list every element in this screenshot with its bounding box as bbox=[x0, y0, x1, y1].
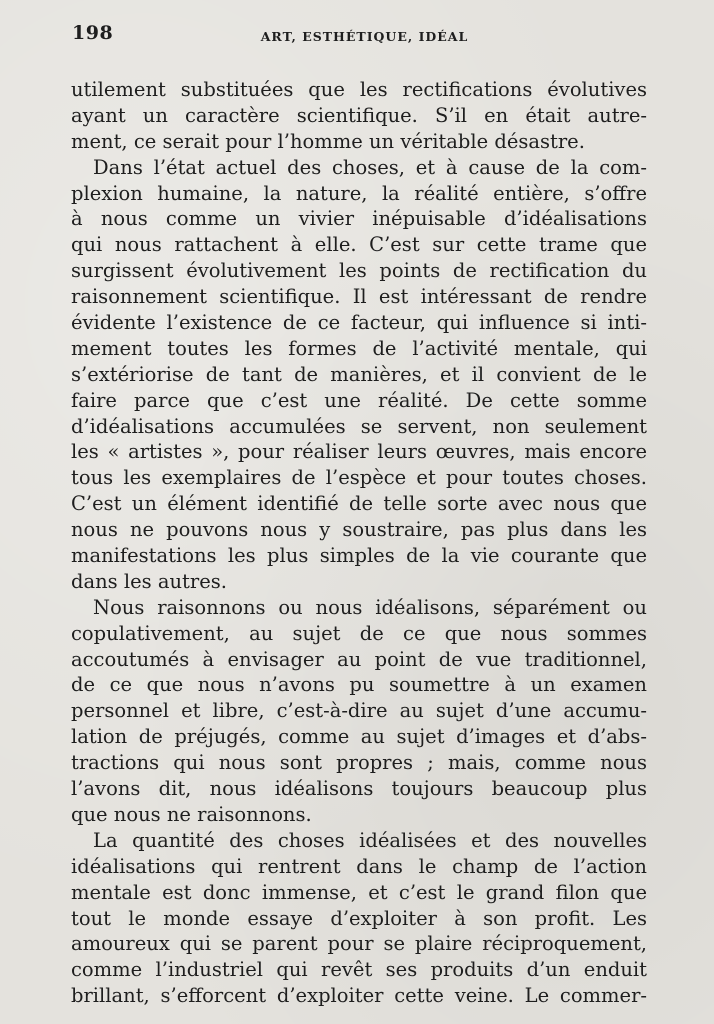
page-number: 198 bbox=[72, 22, 114, 44]
text-line: de ce que nous n’avons pu soumettre à un examen bbox=[71, 673, 647, 697]
text-line: surgissent évolutivement les points de rectification du bbox=[71, 259, 647, 283]
text-line: nous ne pouvons nous y soustraire, pas plus dans les bbox=[71, 518, 647, 542]
text-line: tractions qui nous sont propres ; mais, comme nous bbox=[71, 751, 647, 775]
text-line: dans les autres. bbox=[71, 569, 227, 593]
text-line: idéalisations qui rentrent dans le champ de l’action bbox=[71, 854, 647, 878]
text-line: raisonnement scientifique. Il est intéressant de rendre bbox=[71, 285, 647, 309]
text-line: les « artistes », pour réaliser leurs œuvres, mais encore bbox=[71, 440, 647, 464]
text-line: C’est un élément identifié de telle sorte avec nous que bbox=[71, 492, 647, 516]
text-line: ayant un caractère scientifique. S’il en était autre- bbox=[71, 103, 647, 127]
text-line: d’idéalisations accumulées se servent, non seulement bbox=[71, 414, 647, 438]
text-line: plexion humaine, la nature, la réalité entière, s’offre bbox=[71, 181, 647, 205]
text-line: Dans l’état actuel des choses, et à cause de la com- bbox=[93, 155, 647, 179]
text-line: copulativement, au sujet de ce que nous sommes bbox=[71, 621, 647, 645]
text-line: tous les exemplaires de l’espèce et pour toutes choses. bbox=[71, 466, 647, 490]
text-line: amoureux qui se parent pour se plaire réciproquement, bbox=[71, 932, 647, 956]
text-line: ment, ce serait pour l’homme un véritable désastre. bbox=[71, 129, 585, 153]
running-title: ART, ESTHÉTIQUE, IDÉAL bbox=[260, 29, 469, 44]
text-line: personnel et libre, c’est-à-dire au sujet d’une accumu- bbox=[71, 699, 647, 723]
text-line: qui nous rattachent à elle. C’est sur cette trame que bbox=[71, 233, 647, 257]
text-line: mement toutes les formes de l’activité mentale, qui bbox=[71, 336, 647, 360]
text-line: lation de préjugés, comme au sujet d’images et d’abs- bbox=[71, 725, 647, 749]
text-line: manifestations les plus simples de la vie courante que bbox=[71, 544, 647, 568]
text-line: accoutumés à envisager au point de vue traditionnel, bbox=[71, 647, 647, 671]
text-line: à nous comme un vivier inépuisable d’idéalisations bbox=[71, 207, 647, 231]
text-line: faire parce que c’est une réalité. De cette somme bbox=[71, 388, 647, 412]
text-line: que nous ne raisonnons. bbox=[71, 802, 312, 826]
page-header bbox=[72, 22, 647, 48]
text-line: évidente l’existence de ce facteur, qui influence si inti- bbox=[71, 311, 647, 335]
text-line: mentale est donc immense, et c’est le grand filon que bbox=[71, 880, 647, 904]
text-line: La quantité des choses idéalisées et des nouvelles bbox=[93, 828, 647, 852]
body-text bbox=[71, 77, 647, 1009]
text-line: s’extériorise de tant de manières, et il convient de le bbox=[71, 362, 647, 386]
text-line: brillant, s’efforcent d’exploiter cette veine. Le commer- bbox=[71, 984, 647, 1008]
text-line: Nous raisonnons ou nous idéalisons, séparément ou bbox=[93, 595, 647, 619]
text-line: comme l’industriel qui revêt ses produits d’un enduit bbox=[71, 958, 647, 982]
text-line: l’avons dit, nous idéalisons toujours beaucoup plus bbox=[71, 777, 647, 801]
text-line: utilement substituées que les rectifications évolutives bbox=[71, 78, 647, 101]
text-line: tout le monde essaye d’exploiter à son profit. Les bbox=[71, 906, 647, 930]
